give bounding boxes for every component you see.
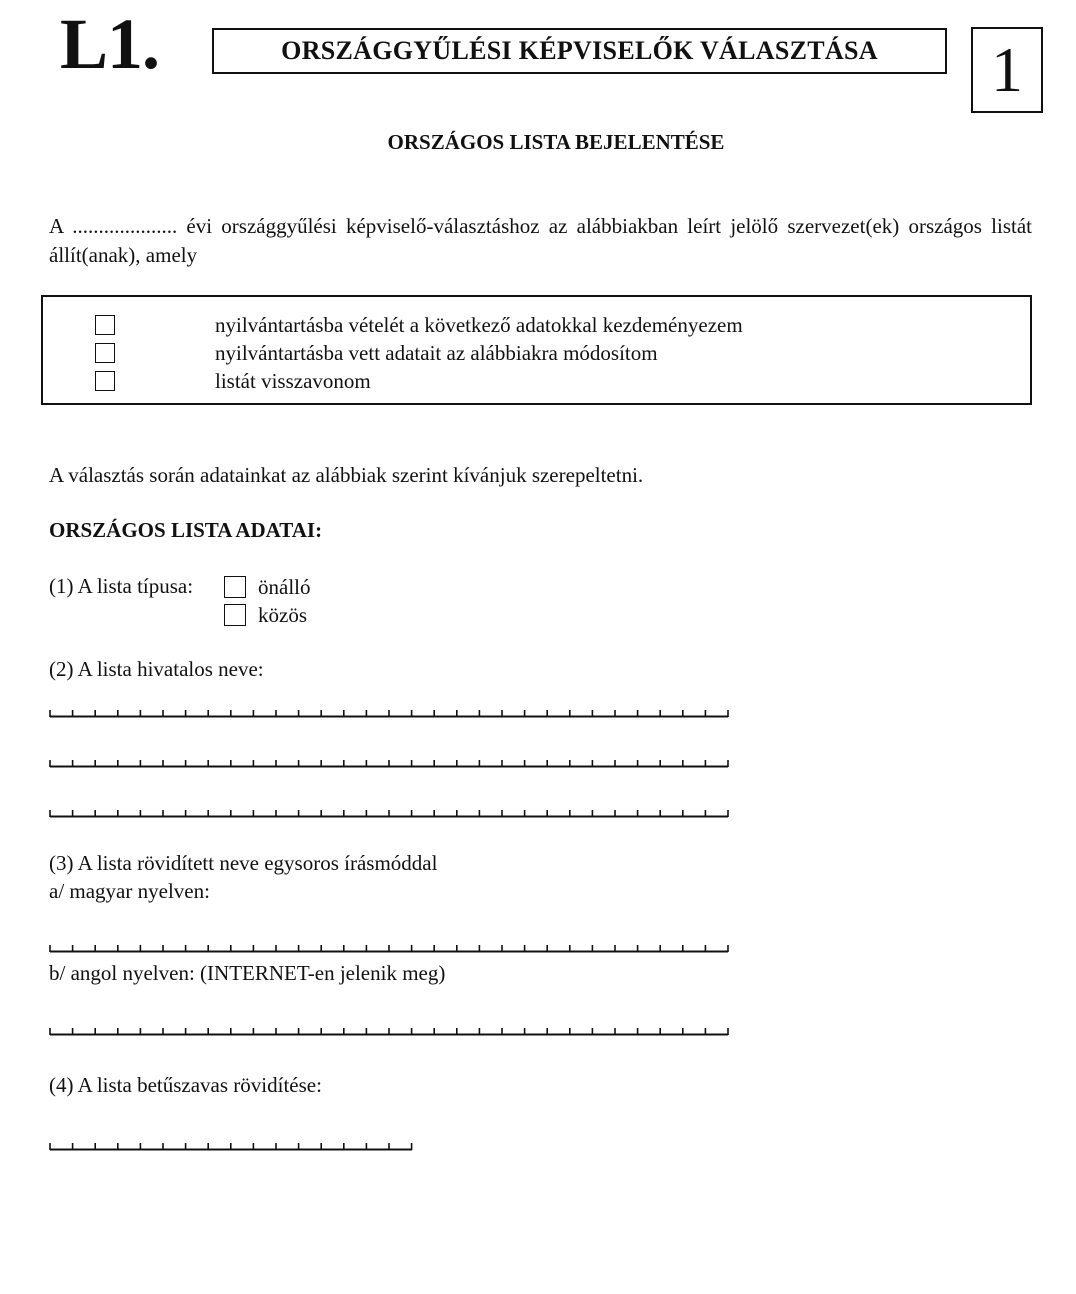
official-name-line-1[interactable] [49, 708, 729, 718]
section-title: ORSZÁGOS LISTA ADATAI: [49, 518, 323, 542]
option-label: önálló [258, 575, 311, 599]
list-type-label: (1) A lista típusa: [49, 574, 194, 598]
option-label: nyilvántartásba vételét a következő adatokkal kezdeményezem [215, 313, 743, 337]
official-name-label: (2) A lista hivatalos neve: [49, 657, 264, 681]
acronym-label: (4) A lista betűszavas rövidítése: [49, 1073, 322, 1097]
intro-paragraph: A .................... évi országgyűlési képviselő-választáshoz az alábbiakban leírt jelölő szervezet(ek) országos listát állít(anak), amely [49, 214, 1032, 267]
official-name-line-2[interactable] [49, 758, 729, 768]
form-title: ORSZÁGGYŰLÉSI KÉPVISELŐK VÁLASZTÁSA [212, 28, 947, 74]
action-option-withdraw[interactable] [95, 368, 371, 394]
short-name-english-line[interactable] [49, 1026, 729, 1036]
joint-checkbox[interactable] [224, 604, 246, 626]
independent-checkbox[interactable] [224, 576, 246, 598]
statement-text: A választás során adatainkat az alábbiak szerint kívánjuk szerepeltetni. [49, 463, 644, 487]
form-subtitle: ORSZÁGOS LISTA BEJELENTÉSE [387, 130, 725, 154]
short-name-label: (3) A lista rövidített neve egysoros írásmóddal [49, 851, 438, 875]
register-checkbox[interactable] [95, 315, 115, 335]
short-name-hungarian-line[interactable] [49, 943, 729, 953]
action-options-box [41, 295, 1032, 405]
option-label: nyilvántartásba vett adatait az alábbiakra módosítom [215, 341, 658, 365]
list-type-joint-option[interactable] [224, 601, 307, 629]
list-type-independent-option[interactable] [224, 573, 311, 601]
short-name-hungarian-label: a/ magyar nyelven: [49, 879, 210, 903]
form-code: L1. [60, 4, 160, 84]
acronym-line[interactable] [49, 1141, 413, 1151]
official-name-line-3[interactable] [49, 808, 729, 818]
page-number: 1 [971, 27, 1043, 113]
action-option-modify[interactable] [95, 340, 658, 366]
option-label: közös [258, 603, 307, 627]
short-name-english-label: b/ angol nyelven: (INTERNET-en jelenik meg) [49, 961, 446, 985]
action-option-register[interactable] [95, 312, 743, 338]
modify-checkbox[interactable] [95, 343, 115, 363]
option-label: listát visszavonom [215, 369, 371, 393]
withdraw-checkbox[interactable] [95, 371, 115, 391]
